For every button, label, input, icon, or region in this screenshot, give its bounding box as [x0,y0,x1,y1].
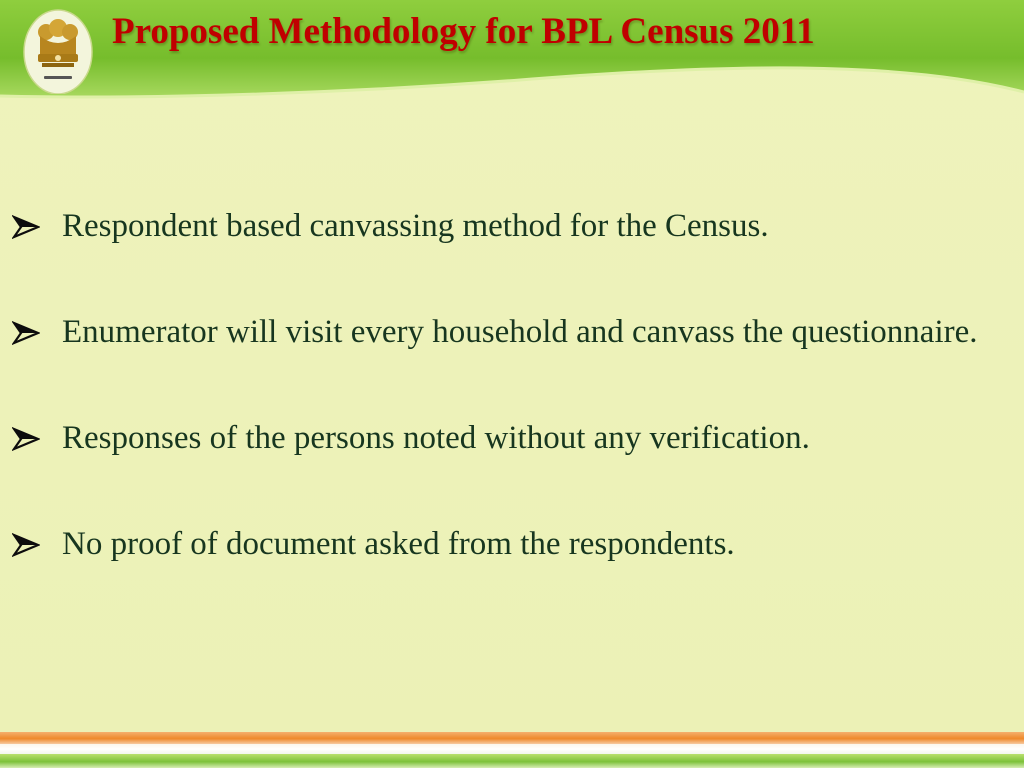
bullet-item [12,203,990,249]
bullet-item [12,415,990,461]
slide-title: Proposed Methodology for BPL Census 2011 [112,11,815,52]
arrow-bullet-icon [12,321,40,345]
arrow-bullet-icon [12,215,40,239]
bullet-item [12,309,990,355]
state-emblem-icon [22,6,94,94]
bullet-text: Responses of the persons noted without any verification. [62,420,810,456]
tricolor-footer [0,732,1024,768]
arrow-bullet-icon [12,427,40,451]
bullet-item [12,521,990,567]
green-band [0,754,1024,768]
arrow-bullet-icon [12,533,40,557]
bullet-text: Enumerator will visit every household and canvass the questionnaire. [62,314,978,350]
saffron-band [0,732,1024,744]
bullet-text: No proof of document asked from the respondents. [62,526,735,562]
white-band [0,744,1024,754]
bullet-list [12,203,990,567]
bullet-text: Respondent based canvassing method for the Census. [62,208,769,244]
